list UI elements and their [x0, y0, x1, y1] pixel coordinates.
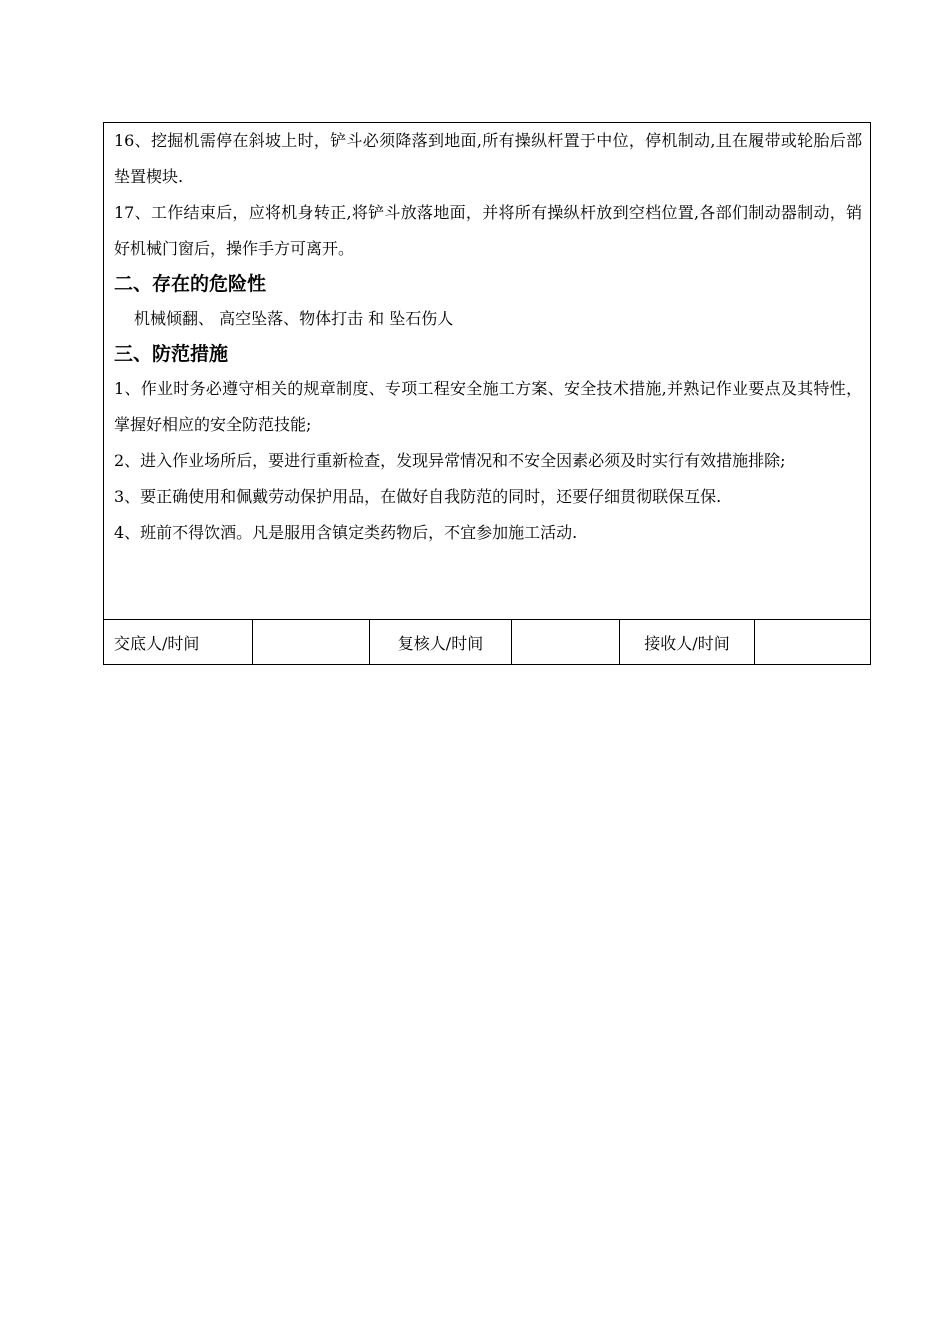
disclosure-table: [103, 122, 871, 665]
measure-4: 4、班前不得饮酒。凡是服用含镇定类药物后，不宜参加施工活动.: [114, 523, 578, 542]
signature-row: [104, 620, 871, 665]
item-16: 16、挖掘机需停在斜坡上时，铲斗必须降落到地面,所有操纵杆置于中位，停机制动,且在履带或轮胎后部垫置楔块.: [114, 131, 863, 186]
discloser-label: 交底人/时间: [104, 620, 253, 665]
item-17: 17、工作结束后，应将机身转正,将铲斗放落地面，并将所有操纵杆放到空档位置,各部们制动器制动，销好机械门窗后，操作手方可离开。: [114, 203, 863, 258]
measure-3: 3、要正确使用和佩戴劳动保护用品，在做好自我防范的同时，还要仔细贯彻联保互保.: [114, 487, 722, 506]
content-cell: [104, 123, 871, 620]
hazard-text: 机械倾翻、 高空坠落、物体打击 和 坠石伤人: [134, 309, 454, 328]
hazard-heading: 二、存在的危险性: [114, 273, 267, 295]
reviewer-label: 复核人/时间: [370, 620, 512, 665]
measure-1: 1、作业时务必遵守相关的规章制度、专项工程安全施工方案、安全技术措施,并熟记作业要点及其特性，掌握好相应的安全防范技能;: [114, 379, 863, 434]
receiver-value-field[interactable]: [755, 620, 871, 665]
reviewer-value-field[interactable]: [512, 620, 620, 665]
measure-2: 2、进入作业场所后，要进行重新检查，发现异常情况和不安全因素必须及时实行有效措施排除;: [114, 451, 786, 470]
discloser-value-field[interactable]: [253, 620, 370, 665]
measures-heading: 三、防范措施: [114, 343, 229, 365]
receiver-label: 接收人/时间: [620, 620, 755, 665]
